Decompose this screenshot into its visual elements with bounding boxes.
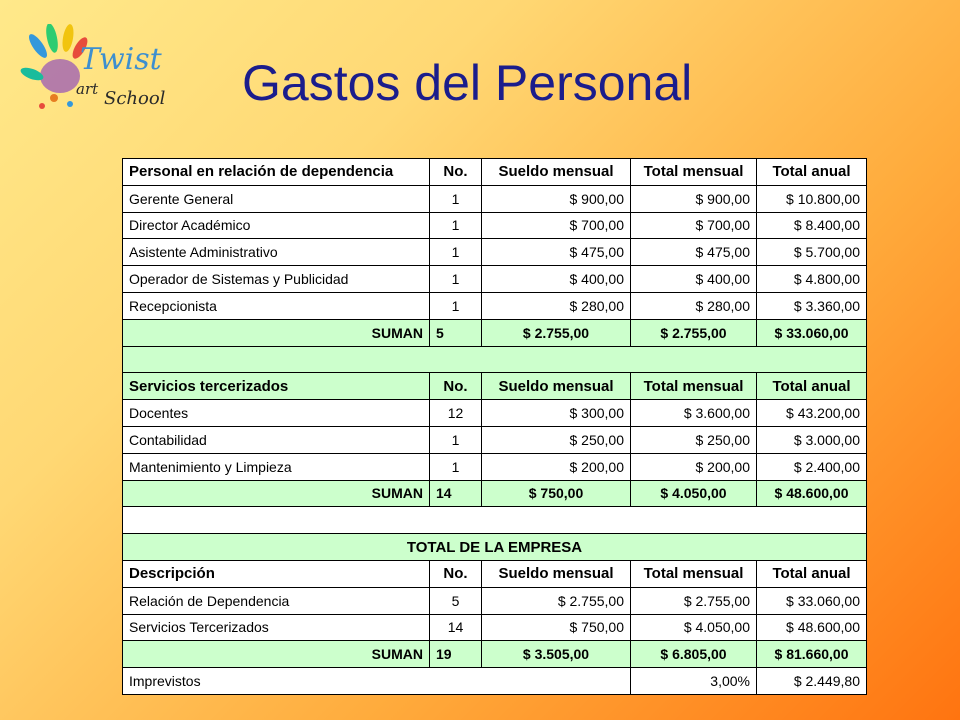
table-cell: 14 bbox=[430, 480, 482, 507]
table-cell: $ 3.505,00 bbox=[482, 641, 631, 668]
logo-word-art: art bbox=[76, 80, 99, 98]
table-cell: $ 2.400,00 bbox=[757, 453, 867, 480]
table-cell: Sueldo mensual bbox=[482, 560, 631, 587]
imprevistos-label: Imprevistos bbox=[123, 668, 631, 695]
table-cell: $ 700,00 bbox=[482, 212, 631, 239]
table-cell: $ 400,00 bbox=[631, 266, 757, 293]
imprevistos-row bbox=[123, 668, 867, 695]
table-row bbox=[123, 266, 867, 293]
table-cell: $ 2.755,00 bbox=[631, 319, 757, 346]
table-cell: Sueldo mensual bbox=[482, 373, 631, 400]
table-cell: No. bbox=[430, 373, 482, 400]
table-cell: Personal en relación de dependencia bbox=[123, 159, 430, 186]
table-cell: $ 3.000,00 bbox=[757, 426, 867, 453]
table-row bbox=[123, 239, 867, 266]
table-cell: $ 200,00 bbox=[631, 453, 757, 480]
table-cell: 1 bbox=[430, 292, 482, 319]
imprevistos-percent: 3,00% bbox=[631, 668, 757, 695]
table-cell: $ 33.060,00 bbox=[757, 587, 867, 614]
table-cell: 14 bbox=[430, 614, 482, 641]
table-cell: $ 48.600,00 bbox=[757, 614, 867, 641]
table-cell: 1 bbox=[430, 239, 482, 266]
table-cell: Relación de Dependencia bbox=[123, 587, 430, 614]
table-cell: Servicios Tercerizados bbox=[123, 614, 430, 641]
table-cell: $ 750,00 bbox=[482, 614, 631, 641]
header-row-descripcion bbox=[123, 560, 867, 587]
table-cell: $ 900,00 bbox=[482, 185, 631, 212]
spacer-row bbox=[123, 346, 867, 373]
table-cell: Total anual bbox=[757, 373, 867, 400]
table-cell: $ 4.800,00 bbox=[757, 266, 867, 293]
total-empresa-banner: TOTAL DE LA EMPRESA bbox=[123, 534, 867, 561]
table-cell: $ 43.200,00 bbox=[757, 400, 867, 427]
table-row bbox=[123, 614, 867, 641]
total-row-dependencia bbox=[123, 319, 867, 346]
table-cell: Total mensual bbox=[631, 373, 757, 400]
table-cell: Sueldo mensual bbox=[482, 159, 631, 186]
table-row bbox=[123, 185, 867, 212]
table-cell: Docentes bbox=[123, 400, 430, 427]
table-cell: Servicios tercerizados bbox=[123, 373, 430, 400]
header-row-tercerizados bbox=[123, 373, 867, 400]
table-cell: No. bbox=[430, 159, 482, 186]
table-cell: $ 3.600,00 bbox=[631, 400, 757, 427]
table-cell: $ 700,00 bbox=[631, 212, 757, 239]
spacer-cell bbox=[123, 346, 867, 373]
table-cell: SUMAN bbox=[123, 641, 430, 668]
banner-row bbox=[123, 534, 867, 561]
table-cell: $ 280,00 bbox=[631, 292, 757, 319]
table-cell: Total mensual bbox=[631, 560, 757, 587]
table-cell: $ 4.050,00 bbox=[631, 480, 757, 507]
table-cell: 19 bbox=[430, 641, 482, 668]
table-cell: $ 2.755,00 bbox=[482, 319, 631, 346]
personnel-expenses-table bbox=[122, 158, 867, 695]
table-cell: 1 bbox=[430, 266, 482, 293]
table-cell: 1 bbox=[430, 453, 482, 480]
table-cell: $ 10.800,00 bbox=[757, 185, 867, 212]
total-row-empresa bbox=[123, 641, 867, 668]
slide-title: Gastos del Personal bbox=[242, 55, 693, 111]
table-cell: Total anual bbox=[757, 159, 867, 186]
table-cell: $ 300,00 bbox=[482, 400, 631, 427]
table-cell: $ 280,00 bbox=[482, 292, 631, 319]
table-cell: $ 475,00 bbox=[482, 239, 631, 266]
table-cell: $ 48.600,00 bbox=[757, 480, 867, 507]
table-cell: Total mensual bbox=[631, 159, 757, 186]
table-row bbox=[123, 212, 867, 239]
table-cell: Recepcionista bbox=[123, 292, 430, 319]
table-row bbox=[123, 587, 867, 614]
table-cell: Contabilidad bbox=[123, 426, 430, 453]
table-cell: $ 250,00 bbox=[631, 426, 757, 453]
table-cell: Director Académico bbox=[123, 212, 430, 239]
table-cell: $ 2.755,00 bbox=[482, 587, 631, 614]
table-row bbox=[123, 400, 867, 427]
table-cell: $ 2.755,00 bbox=[631, 587, 757, 614]
twist-art-school-logo bbox=[18, 24, 178, 124]
table-cell: $ 33.060,00 bbox=[757, 319, 867, 346]
spacer-row bbox=[123, 507, 867, 534]
table-cell: $ 400,00 bbox=[482, 266, 631, 293]
table-cell: SUMAN bbox=[123, 480, 430, 507]
table-cell: 5 bbox=[430, 587, 482, 614]
table-cell: Descripción bbox=[123, 560, 430, 587]
table-cell: 12 bbox=[430, 400, 482, 427]
logo-word-twist: Twist bbox=[80, 42, 162, 77]
table-cell: Mantenimiento y Limpieza bbox=[123, 453, 430, 480]
table-cell: 1 bbox=[430, 212, 482, 239]
table-cell: No. bbox=[430, 560, 482, 587]
table-cell: $ 200,00 bbox=[482, 453, 631, 480]
table-cell: 1 bbox=[430, 185, 482, 212]
logo-word-school: School bbox=[104, 88, 166, 109]
table-row bbox=[123, 453, 867, 480]
imprevistos-amount: $ 2.449,80 bbox=[757, 668, 867, 695]
header-row-dependencia bbox=[123, 159, 867, 186]
table-cell: $ 81.660,00 bbox=[757, 641, 867, 668]
table-row bbox=[123, 292, 867, 319]
table-cell: $ 250,00 bbox=[482, 426, 631, 453]
table-cell: $ 475,00 bbox=[631, 239, 757, 266]
total-row-tercerizados bbox=[123, 480, 867, 507]
table-cell: $ 5.700,00 bbox=[757, 239, 867, 266]
table-cell: $ 4.050,00 bbox=[631, 614, 757, 641]
table-cell: $ 6.805,00 bbox=[631, 641, 757, 668]
spacer-cell bbox=[123, 507, 867, 534]
table-row bbox=[123, 426, 867, 453]
table-cell: $ 3.360,00 bbox=[757, 292, 867, 319]
table-cell: Operador de Sistemas y Publicidad bbox=[123, 266, 430, 293]
table-cell: Gerente General bbox=[123, 185, 430, 212]
table-cell: $ 8.400,00 bbox=[757, 212, 867, 239]
table-cell: SUMAN bbox=[123, 319, 430, 346]
table-cell: $ 750,00 bbox=[482, 480, 631, 507]
table-cell: Asistente Administrativo bbox=[123, 239, 430, 266]
table-cell: $ 900,00 bbox=[631, 185, 757, 212]
table-cell: 1 bbox=[430, 426, 482, 453]
table-cell: Total anual bbox=[757, 560, 867, 587]
table-cell: 5 bbox=[430, 319, 482, 346]
